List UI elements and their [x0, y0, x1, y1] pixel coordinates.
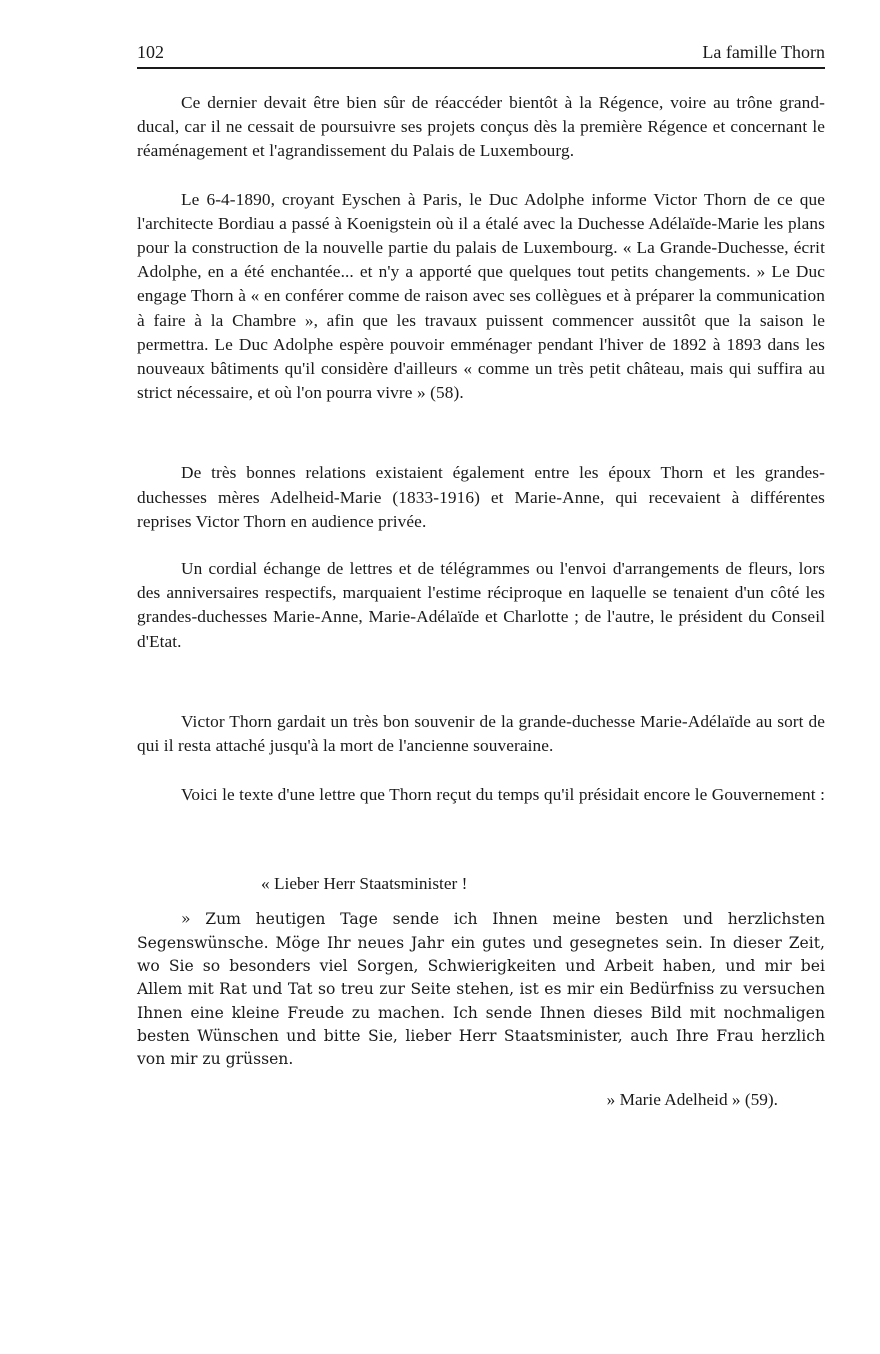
- running-header: [137, 42, 825, 69]
- paragraph-correspondence: Un cordial échange de lettres et de télégrammes ou l'envoi d'arrangements de fleurs, lors des anniversaires respectifs, marquaient l'estime réciproque en laquelle se tenaient d'un côté les grandes-duchesses Marie-Anne, Marie-Adélaïde et Charlotte ; de l'autre, le président du Conseil d'Etat.: [137, 559, 825, 651]
- running-title: La famille Thorn: [702, 42, 825, 62]
- paragraph-relations: De très bonnes relations existaient également entre les époux Thorn et les grandes-duchesses mères Adelheid-Marie (1833-1916) et Marie-Anne, qui recevaient à différentes reprises Victor Thorn en audience privée.: [137, 463, 825, 531]
- letter-salutation: « Lieber Herr Staatsminister !: [261, 874, 468, 894]
- page-number: 102: [137, 42, 164, 62]
- book-page: [137, 42, 825, 1112]
- paragraph-letter-intro: Voici le texte d'une lettre que Thorn reçut du temps qu'il présidait encore le Gouvernement :: [181, 785, 826, 805]
- paragraph-regency: Ce dernier devait être bien sûr de réaccéder bientôt à la Régence, voire au trône grand-ducal, car il ne cessait de poursuivre ses projets conçus dès la première Régence et concernant le réaménagement et l'agrandissement du Palais de Luxembourg.: [137, 93, 825, 161]
- paragraph-palace-plans: Le 6-4-1890, croyant Eyschen à Paris, le Duc Adolphe informe Victor Thorn de ce que l'architecte Bordiau a passé à Koenigstein où il a étalé avec la Duchesse Adélaïde-Marie les plans pour la construction de la nouvelle partie du palais de Luxembourg. « La Grande-Duchesse, écrit Adolphe, en a été enchantée... et n'y a apporté que quelques tout petits changements. » Le Duc engage Thorn à « en conférer comme de raison avec ses collègues et à préparer la communication à faire à la Chambre », afin que les travaux puissent commencer aussitôt que la saison le permettra. Le Duc Adolphe espère pouvoir emménager pendant l'hiver de 1892 à 1893 dans les nouveaux bâtiments qu'il considère d'ailleurs « comme un très petit château, mais qui suffira au strict nécessaire, et où l'on pourra vivre » (58).: [137, 189, 825, 403]
- letter-signature: » Marie Adelheid » (59).: [606, 1089, 778, 1109]
- letter-body: » Zum heutigen Tage sende ich Ihnen meine besten und herzlichsten Segenswünsche. Möge Ihr neues Jahr ein gutes und gesegnetes sein. In dieser Zeit, wo Sie so besonders viel Sorgen, Schwierigkeiten und Arbeit haben, und mir bei Allem mit Rat und Tat so treu zur Seite stehen, ist es mir ein Bedürfniss zu versuchen Ihnen eine kleine Freude zu machen. Ich sende Ihnen dieses Bild mit nochmaligen besten Wünschen und bitte Sie, lieber Herr Staatsminister, auch Ihre Frau herzlich von mir zu grüssen.: [137, 910, 825, 1069]
- paragraph-souvenir: Victor Thorn gardait un très bon souvenir de la grande-duchesse Marie-Adélaïde au sort de qui il resta attaché jusqu'à la mort de l'ancienne souveraine.: [137, 711, 825, 756]
